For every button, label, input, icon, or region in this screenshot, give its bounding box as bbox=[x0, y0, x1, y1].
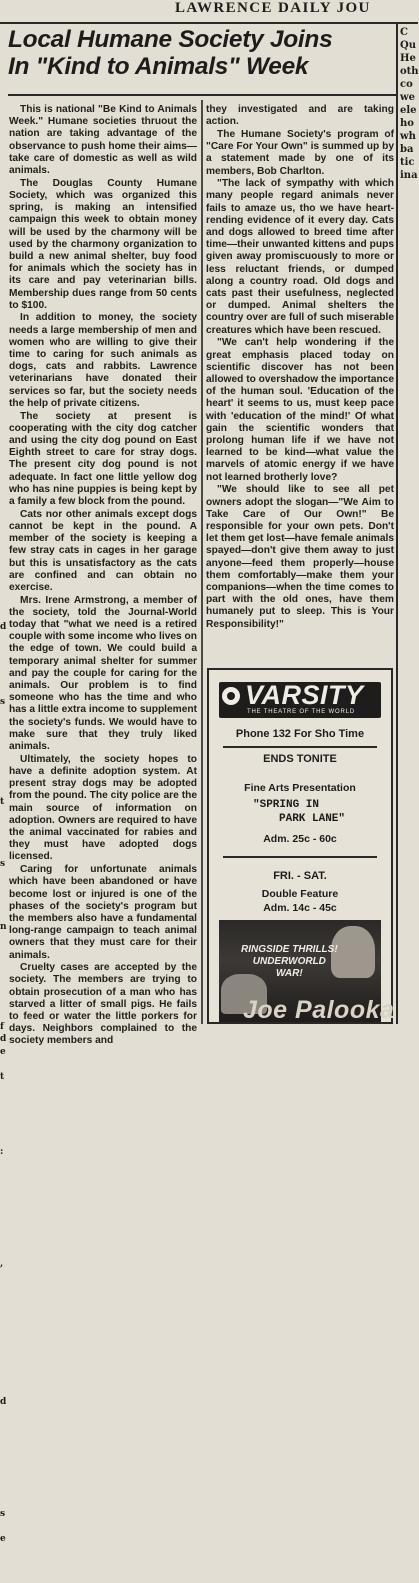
fragment: ba bbox=[400, 143, 418, 156]
fragment bbox=[0, 958, 6, 971]
fragment bbox=[0, 533, 6, 546]
fragment bbox=[0, 996, 6, 1009]
fragment bbox=[0, 1496, 6, 1509]
fragment bbox=[0, 1183, 6, 1196]
fragment bbox=[0, 196, 6, 209]
promo-line: WAR! bbox=[241, 968, 338, 980]
fragment: d bbox=[0, 1033, 6, 1046]
column-divider-right bbox=[396, 22, 398, 1024]
fragment bbox=[0, 433, 6, 446]
globe-icon bbox=[222, 687, 240, 705]
headline-rule bbox=[8, 94, 396, 96]
fragment bbox=[0, 158, 6, 171]
fragment bbox=[0, 1383, 6, 1396]
fragment bbox=[0, 971, 6, 984]
fragment bbox=[0, 633, 6, 646]
film-title-1-line-2: PARK LANE" bbox=[253, 812, 345, 826]
fragment bbox=[0, 608, 6, 621]
fragment: f bbox=[0, 1021, 6, 1034]
fragment bbox=[0, 1571, 6, 1583]
fragment bbox=[0, 1121, 6, 1134]
fragment bbox=[0, 233, 6, 246]
fragment bbox=[0, 221, 6, 234]
fragment bbox=[0, 483, 6, 496]
varsity-theatre-ad bbox=[207, 668, 393, 1024]
fragment bbox=[0, 396, 6, 409]
column-divider bbox=[201, 100, 203, 1024]
fragment bbox=[0, 508, 6, 521]
fragment bbox=[0, 446, 6, 459]
film-promo-photo bbox=[219, 920, 381, 1022]
promo-line: UNDERWORLD bbox=[241, 956, 338, 968]
fragment bbox=[0, 183, 6, 196]
paragraph: Caring for unfortunate animals which have been abandoned or have become lost or injured is one of the phases of the society's program but the members also have a fundamental long-range campaign to teach animal owners that they must care for their animals. bbox=[9, 864, 197, 962]
fragment bbox=[0, 646, 6, 659]
fragment: t bbox=[0, 1071, 6, 1084]
fragment: d bbox=[0, 1396, 6, 1409]
fragment bbox=[0, 771, 6, 784]
article-column-left bbox=[9, 104, 197, 1048]
fragment bbox=[0, 296, 6, 309]
fragment bbox=[0, 133, 6, 146]
admission-2: Adm. 14c - 45c bbox=[209, 902, 391, 914]
masthead: LAWRENCE DAILY JOU bbox=[175, 0, 418, 24]
left-column-fragments bbox=[0, 108, 6, 1024]
fragment bbox=[0, 721, 6, 734]
fragment bbox=[0, 1208, 6, 1221]
fragment: : bbox=[0, 1146, 6, 1159]
fragment: s bbox=[0, 858, 6, 871]
ends-tonite: ENDS TONITE bbox=[209, 753, 391, 765]
fragment bbox=[0, 271, 6, 284]
fragment: we bbox=[400, 91, 418, 104]
fragment bbox=[0, 258, 6, 271]
fragment bbox=[0, 933, 6, 946]
fragment: d bbox=[0, 621, 6, 634]
fragment bbox=[0, 1083, 6, 1096]
fragment bbox=[0, 946, 6, 959]
feature-title: Joe Palooka bbox=[243, 996, 394, 1025]
fragment bbox=[0, 596, 6, 609]
fragment: wh bbox=[400, 130, 418, 143]
fragment bbox=[0, 321, 6, 334]
fragment bbox=[0, 1458, 6, 1471]
fragment bbox=[0, 746, 6, 759]
fragment bbox=[0, 783, 6, 796]
fragment bbox=[0, 1321, 6, 1334]
fragment bbox=[0, 283, 6, 296]
fragment bbox=[0, 1371, 6, 1384]
film-title-1-line-1: "SPRING IN bbox=[253, 798, 345, 812]
logo-tagline: THE THEATRE OF THE WORLD bbox=[247, 709, 355, 715]
fragment bbox=[0, 1358, 6, 1371]
adjacent-column-fragments bbox=[400, 26, 418, 586]
varsity-logo bbox=[219, 682, 381, 718]
fragment: He bbox=[400, 52, 418, 65]
fragment bbox=[0, 1471, 6, 1484]
film-title-1 bbox=[253, 798, 345, 826]
paragraph: The society at present is cooperating with the city dog catcher and using the city dog pound on East Eighth street to care for stray dogs. The present city dog pound is not adequate. In fact one little yellow dog who has nine puppies is being kept by a family a few block from the pound. bbox=[9, 411, 197, 509]
fragment bbox=[0, 1233, 6, 1246]
ad-divider bbox=[223, 746, 377, 748]
fragment bbox=[0, 571, 6, 584]
fragment: n bbox=[0, 921, 6, 934]
masthead-rule bbox=[0, 22, 418, 24]
fragment bbox=[0, 758, 6, 771]
fragment: ina bbox=[400, 169, 418, 182]
fragment: ele bbox=[400, 104, 418, 117]
headline-line-2: In "Kind to Animals" Week bbox=[8, 53, 396, 80]
fragment bbox=[0, 208, 6, 221]
fragment bbox=[0, 1446, 6, 1459]
promo-text bbox=[241, 944, 338, 980]
paragraph: In addition to money, the society needs a large membership of men and women who are willing to give their time to caring for such animals as dogs, cats and rabbits. Lawrence veterinarians have donated their services so far, but the society needs the help of private citizens. bbox=[9, 312, 197, 410]
promo-line: RINGSIDE THRILLS! bbox=[241, 944, 338, 956]
fragment bbox=[0, 908, 6, 921]
fragment bbox=[0, 1096, 6, 1109]
fragment bbox=[0, 546, 6, 559]
paragraph: "The lack of sympathy with which many people regard animals never fails to amaze us, tho we have heart-rending evidence of it every day. Cats and dogs allowed to breed time after time—their unwanted kittens and pups given away promiscuously to more or less reluctant friends, or dumped along a country road. Old dogs and cats past their usefulness, neglected or dumped. Animal shelters the country over are full of such miserable creatures which have been rescued. bbox=[206, 178, 394, 337]
days-line: FRI. - SAT. bbox=[209, 870, 391, 882]
fragment bbox=[0, 333, 6, 346]
logo-text: VARSITY bbox=[245, 680, 364, 711]
fragment bbox=[0, 1433, 6, 1446]
admission-1: Adm. 25c - 60c bbox=[209, 833, 391, 845]
fragment bbox=[0, 983, 6, 996]
fragment bbox=[0, 408, 6, 421]
fragment bbox=[0, 108, 6, 121]
fragment bbox=[0, 871, 6, 884]
fragment bbox=[0, 1346, 6, 1359]
fragment bbox=[0, 1408, 6, 1421]
fragment bbox=[0, 121, 6, 134]
fragment bbox=[0, 1171, 6, 1184]
fragment: ho bbox=[400, 117, 418, 130]
paragraph: Cats nor other animals except dogs cannot be kept in the pound. A member of the society is keeping a few stray cats in cages in her garage but this is unsatisfactory as the cats are confined and can obtain no exercise. bbox=[9, 509, 197, 594]
fragment bbox=[0, 671, 6, 684]
paragraph: Mrs. Irene Armstrong, a member of the society, told the Journal-World today that "what we need is a retired couple with some income who lives on the edge of town. We could build a temporary animal shelter for summer and pay the couple for caring for the animals. Our problem is to find someone who has the time and who has a little extra income to supplement the society's funds. We would have to make sure that they truly liked animals. bbox=[9, 595, 197, 754]
fragment bbox=[0, 1158, 6, 1171]
headline-line-1: Local Humane Society Joins bbox=[8, 26, 396, 53]
ad-divider bbox=[223, 856, 377, 858]
fragment: e bbox=[0, 1533, 6, 1546]
fragment bbox=[0, 371, 6, 384]
fragment: co bbox=[400, 78, 418, 91]
fragment: tic bbox=[400, 156, 418, 169]
fragment bbox=[0, 683, 6, 696]
article-column-right bbox=[206, 104, 394, 631]
fragment bbox=[0, 1521, 6, 1534]
fragment bbox=[0, 833, 6, 846]
paragraph: The Humane Society's program of "Care For Your Own" is summed up by a statement made by one of its members, Bob Charlton. bbox=[206, 129, 394, 178]
fragment bbox=[0, 896, 6, 909]
fragment: t bbox=[0, 796, 6, 809]
fragment bbox=[0, 558, 6, 571]
paragraph: Cruelty cases are accepted by the society. The members are trying to obtain prosecution of a man who has starved a litter of small pigs. He fails to feed or water the little porkers for days. Neighbors complained to the society members and bbox=[9, 962, 197, 1047]
fragment bbox=[0, 246, 6, 259]
fragment bbox=[0, 1058, 6, 1071]
fragment bbox=[0, 146, 6, 159]
fragment: C bbox=[400, 26, 418, 39]
fragment bbox=[0, 421, 6, 434]
fragment: s bbox=[0, 696, 6, 709]
fragment bbox=[0, 883, 6, 896]
paragraph: Ultimately, the society hopes to have a definite adoption system. At present stray dogs may be adopted from the pound. The city police are the main source of information on adoption. Owners are required to have the animal vaccinated for rabies and they must have adopted dogs licensed. bbox=[9, 754, 197, 864]
fragment bbox=[0, 1221, 6, 1234]
fragment: s bbox=[0, 1508, 6, 1521]
double-feature: Double Feature bbox=[209, 888, 391, 900]
fragment: , bbox=[0, 1258, 6, 1271]
fragment bbox=[0, 308, 6, 321]
fragment bbox=[0, 1308, 6, 1321]
fragment bbox=[0, 1108, 6, 1121]
fragment bbox=[0, 1296, 6, 1309]
fragment bbox=[0, 1546, 6, 1559]
fragment bbox=[0, 708, 6, 721]
fragment bbox=[0, 846, 6, 859]
fragment bbox=[0, 1246, 6, 1259]
fragment bbox=[0, 383, 6, 396]
fragment bbox=[0, 1196, 6, 1209]
fragment: e bbox=[0, 1046, 6, 1059]
phone-line: Phone 132 For Sho Time bbox=[209, 728, 391, 740]
paragraph: "We can't help wondering if the great emphasis placed today on scientific discover has not been allowed to overshadow the importance of the human soul. 'Education of the heart' it seems to us, must keep pace with 'education of the mind!' Of what gain the scientific wonders that prolong human life if we have not learned to be kind—what value the marvels of atomic energy if we have not learned brotherly love? bbox=[206, 337, 394, 483]
fragment bbox=[0, 346, 6, 359]
fragment bbox=[0, 583, 6, 596]
fragment bbox=[0, 821, 6, 834]
headline bbox=[8, 26, 396, 80]
fragment bbox=[0, 496, 6, 509]
fragment bbox=[0, 471, 6, 484]
fragment bbox=[0, 808, 6, 821]
fragment bbox=[0, 1333, 6, 1346]
fine-arts-line: Fine Arts Presentation bbox=[209, 782, 391, 794]
paragraph: "We should like to see all pet owners adopt the slogan—"We Aim to Take Care of Our Own!" Be responsible for your own pets. Don't let them get lost—have female animals spayed—don't give them away to just anyone—feed them properly—house them comfortably—make them your companions—when the time comes to part with the old ones, have them humanely put to sleep. This is Your Responsibility!" bbox=[206, 484, 394, 630]
fragment bbox=[0, 1008, 6, 1021]
fragment bbox=[0, 733, 6, 746]
fragment bbox=[0, 358, 6, 371]
paragraph: The Douglas County Humane Society, which was organized this spring, is making an intensified campaign this week to obtain money will be used by the charmony will be used by the charmony organization to build a new animal shelter, buy food for animals which the society has in its care and pay veterinarian bills. Membership dues range from 50 cents to $100. bbox=[9, 178, 197, 312]
fragment bbox=[0, 171, 6, 184]
fragment bbox=[0, 1483, 6, 1496]
fragment bbox=[0, 658, 6, 671]
fragment: Qu bbox=[400, 39, 418, 52]
fragment: oth bbox=[400, 65, 418, 78]
fragment bbox=[0, 1421, 6, 1434]
fragment bbox=[0, 1283, 6, 1296]
paragraph: This is national "Be Kind to Animals Week." Humane societies thruout the nation are taking advantage of the observance to push home their aims—take care of domestic as well as wild animals. bbox=[9, 104, 197, 177]
fragment bbox=[0, 1271, 6, 1284]
fragment bbox=[0, 521, 6, 534]
paragraph: they investigated and are taking action. bbox=[206, 104, 394, 128]
fragment bbox=[0, 1133, 6, 1146]
fragment bbox=[0, 458, 6, 471]
fragment bbox=[0, 1558, 6, 1571]
